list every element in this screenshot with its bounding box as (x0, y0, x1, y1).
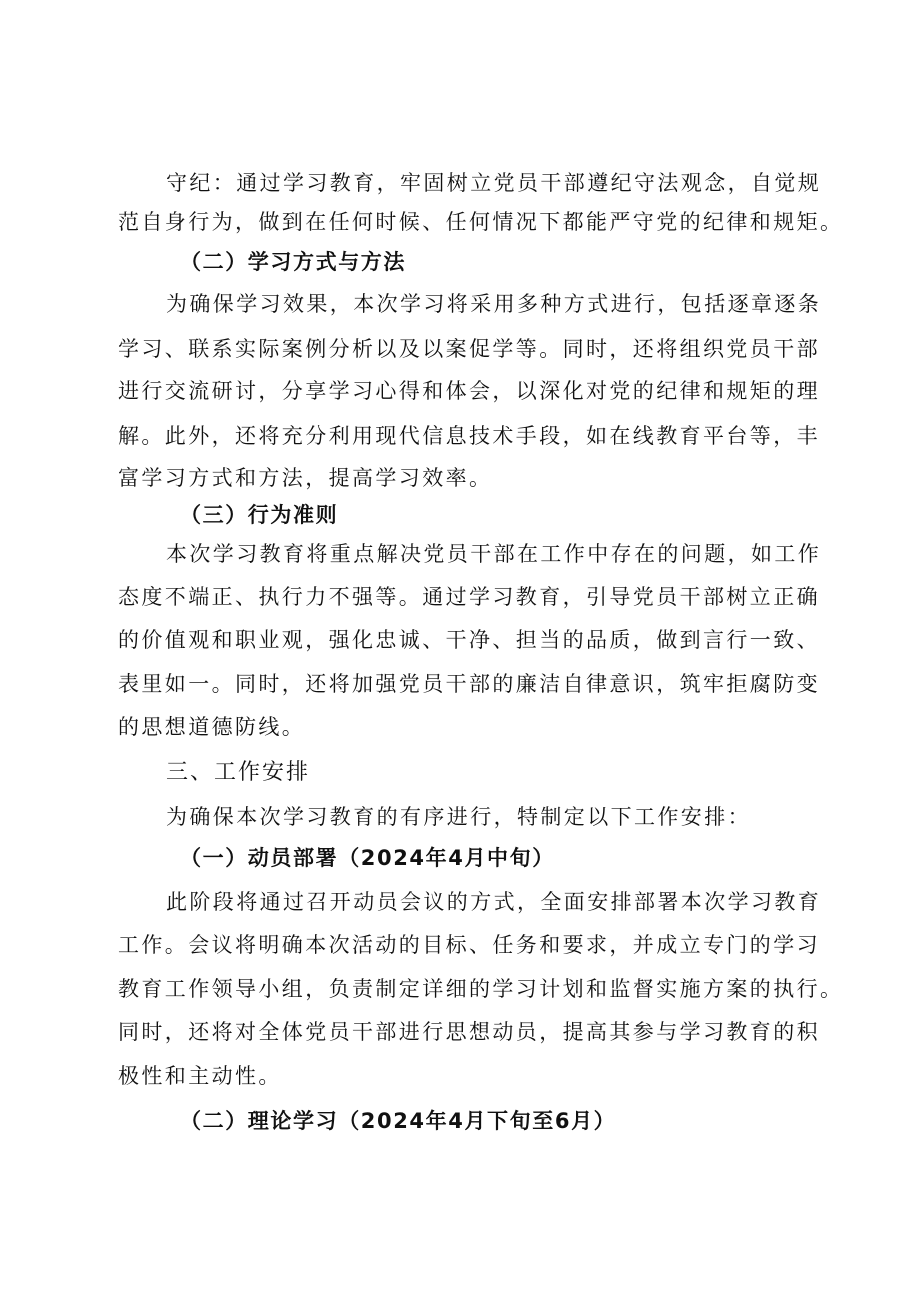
heading-theory-study: （二）理论学习（2024年4月下旬至6月） (180, 1109, 617, 1133)
paragraph-conduct-line-3: 的价值观和职业观，强化忠诚、干净、担当的品质，做到言行一致、 (118, 628, 820, 652)
paragraph-conduct-line-4: 表里如一。同时，还将加强党员干部的廉洁自律意识，筑牢拒腐防变 (118, 672, 820, 696)
paragraph-mobilization-line-4: 同时，还将对全体党员干部进行思想动员，提高其参与学习教育的积 (118, 1020, 820, 1044)
paragraph-mobilization-line-1: 此阶段将通过召开动员会议的方式，全面安排部署本次学习教育 (166, 890, 822, 914)
paragraph-methods-line-2: 学习、联系实际案例分析以及以案促学等。同时，还将组织党员干部 (118, 337, 820, 361)
paragraph-mobilization-line-3: 教育工作领导小组，负责制定详细的学习计划和监督实施方案的执行。 (118, 977, 844, 1001)
paragraph-mobilization-line-2: 工作。会议将明确本次活动的目标、任务和要求，并成立专门的学习 (118, 933, 820, 957)
heading-learning-methods: （二）学习方式与方法 (180, 250, 406, 274)
paragraph-methods-line-1: 为确保学习效果，本次学习将采用多种方式进行，包括逐章逐条 (166, 292, 822, 316)
heading-code-of-conduct: （三）行为准则 (180, 503, 339, 527)
paragraph-mobilization-line-5: 极性和主动性。 (118, 1064, 282, 1088)
paragraph-conduct-line-5: 的思想道德防线。 (118, 715, 306, 739)
heading-mobilization: （一）动员部署（2024年4月中旬） (180, 846, 555, 870)
paragraph-methods-line-3: 进行交流研讨，分享学习心得和体会，以深化对党的纪律和规矩的理 (118, 379, 820, 403)
paragraph-methods-line-5: 富学习方式和方法，提高学习效率。 (118, 466, 493, 490)
paragraph-conduct-line-1: 本次学习教育将重点解决党员干部在工作中存在的问题，如工作 (166, 542, 822, 566)
paragraph-methods-line-4: 解。此外，还将充分利用现代信息技术手段，如在线教育平台等，丰 (118, 424, 820, 448)
paragraph-discipline-line-1: 守纪：通过学习教育，牢固树立党员干部遵纪守法观念，自觉规 (166, 171, 822, 195)
paragraph-conduct-line-2: 态度不端正、执行力不强等。通过学习教育，引导党员干部树立正确 (118, 585, 820, 609)
paragraph-discipline-line-2: 范自身行为，做到在任何时候、任何情况下都能严守党的纪律和规矩。 (118, 210, 844, 234)
paragraph-intro: 为确保本次学习教育的有序进行，特制定以下工作安排： (166, 805, 751, 829)
section-heading-work-arrangement: 三、工作安排 (166, 760, 311, 785)
